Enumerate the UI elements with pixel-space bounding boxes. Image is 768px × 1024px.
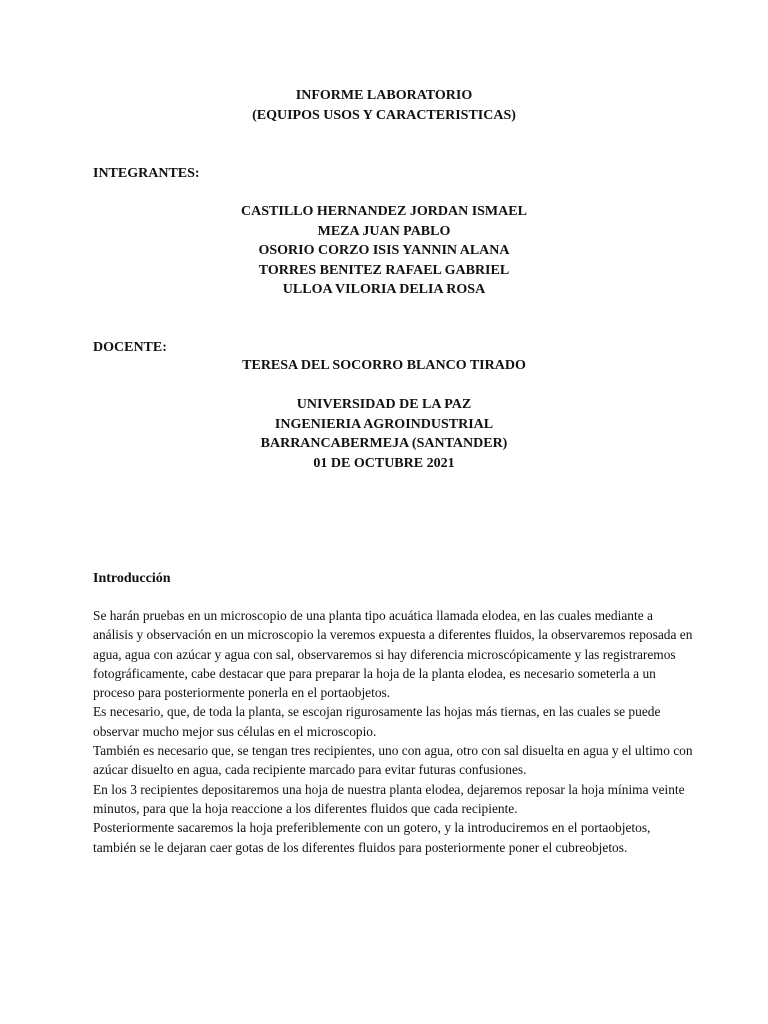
member-name: ULLOA VILORIA DELIA ROSA [282,282,486,297]
member-name: OSORIO CORZO ISIS YANNIN ALANA [258,243,510,258]
introduccion-heading: Introducción [93,571,171,586]
institution-block [0,395,768,473]
report-title: INFORME LABORATORIO [295,88,473,103]
introduccion-body [93,606,693,857]
report-subtitle: (EQUIPOS USOS Y CARACTERISTICAS) [252,107,516,123]
intro-paragraph: En los 3 recipientes depositaremos una hoja de nuestra planta elodea, dejaremos reposar la hoja mínima veinte minutos, para que la hoja reaccione a los diferentes fluidos que cada recipiente. [93,781,685,816]
members-list [0,202,768,300]
member-name: MEZA JUAN PABLO [317,223,451,239]
intro-paragraph: También es necesario que, se tengan tres recipientes, uno con agua, otro con sal disuelta en agua y el ultimo con azúcar disuelto en agua, cada recipiente marcado para evitar futuras confusiones. [93,743,693,778]
intro-paragraph: Posteriormente sacaremos la hoja preferiblemente con un gotero, y la introduciremos en el portaobjetos, también se le dejaran caer gotas de los diferentes fluidos para posteriormente poner el cubreobjetos. [93,820,651,855]
intro-paragraph: Se harán pruebas en un microscopio de una planta tipo acuática llamada elodea, en las cuales mediante a análisis y observación en un microscopio la veremos expuesta a diferentes fluidos, la observaremos reposada en agua, agua con azúcar y agua con sal, observaremos si hay diferencia microscópicamente y las registraremos fotográficamente, cabe destacar que para preparar la hoja de la planta elodea, es necesario someterla a un proceso para posteriormente ponerla en el portaobjetos. [93,608,693,701]
program-name: INGENIERIA AGROINDUSTRIAL [274,416,494,432]
docente-label: DOCENTE: [93,340,167,355]
university-name: UNIVERSIDAD DE LA PAZ [296,397,472,412]
report-date: 01 DE OCTUBRE 2021 [313,455,455,471]
docente-name [0,356,768,376]
member-name: CASTILLO HERNANDEZ JORDAN ISMAEL [241,204,527,219]
report-title-block [0,86,768,125]
docente-name-text: TERESA DEL SOCORRO BLANCO TIRADO [242,358,526,373]
integrantes-label: INTEGRANTES: [93,166,200,181]
member-name: TORRES BENITEZ RAFAEL GABRIEL [258,262,510,278]
city-name: BARRANCABERMEJA (SANTANDER) [260,436,508,451]
intro-paragraph: Es necesario, que, de toda la planta, se escojan rigurosamente las hojas más tiernas, en las cuales se puede observar mucho mejor sus células en el microscopio. [93,704,661,739]
